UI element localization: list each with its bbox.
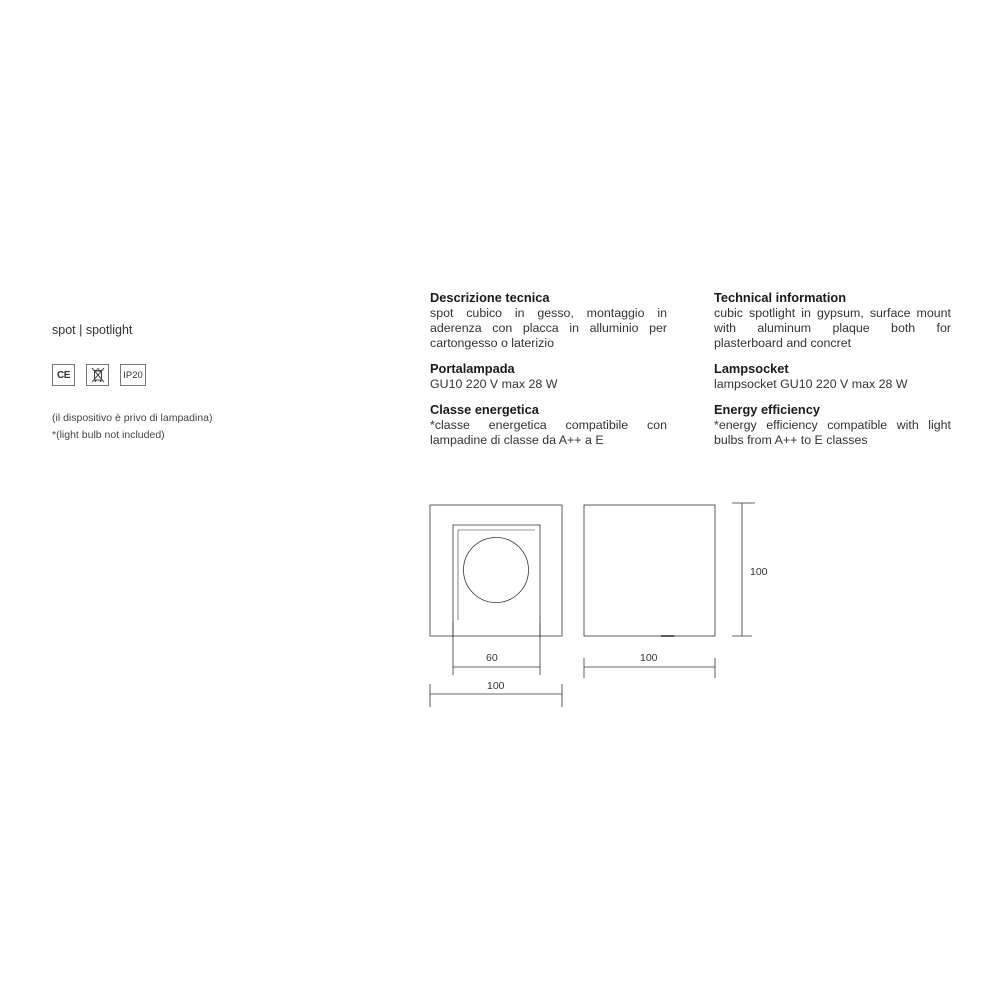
italian-socket-text: GU10 220 V max 28 W: [430, 377, 558, 391]
english-description-text: cubic spotlight in gypsum, surface mount with aluminum plaque both for plasterboard and concret: [714, 306, 951, 350]
front-view-lamp-hole: [464, 538, 529, 603]
italian-description-title: Descrizione tecnica: [430, 290, 550, 305]
english-socket-text: lampsocket GU10 220 V max 28 W: [714, 377, 908, 391]
ce-mark-icon: CE: [52, 364, 75, 386]
note-italian: (il dispositivo è privo di lampadina): [52, 412, 213, 424]
english-energy-text: *energy efficiency compatible with light bulbs from A++ to E classes: [714, 418, 951, 447]
note-english: *(light bulb not included): [52, 429, 165, 441]
side-view-outline: [584, 505, 715, 636]
front-view-inner-recess: [458, 530, 535, 620]
italian-socket-title: Portalampada: [430, 361, 515, 376]
english-description-title: Technical information: [714, 290, 847, 305]
italian-energy-title: Classe energetica: [430, 402, 539, 417]
side-width-label: 100: [640, 652, 658, 664]
italian-description-text: spot cubico in gesso, montaggio in aderenza con placca in alluminio per cartongesso o laterizio: [430, 306, 667, 350]
side-height-label: 100: [750, 566, 768, 578]
inner-width-label: 60: [486, 652, 498, 664]
front-width-label: 100: [487, 680, 505, 692]
english-energy-title: Energy efficiency: [714, 402, 820, 417]
italian-energy-text: *classe energetica compatibile con lampadine di classe da A++ a E: [430, 418, 667, 447]
ip20-rating-badge: IP20: [120, 364, 146, 386]
product-name: spot | spotlight: [52, 323, 133, 337]
english-socket-title: Lampsocket: [714, 361, 789, 376]
